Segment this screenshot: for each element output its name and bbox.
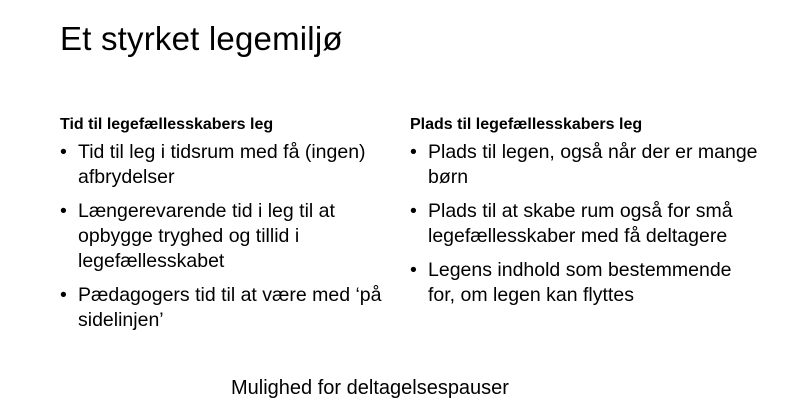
list-item <box>60 199 400 274</box>
bullet-icon: • <box>60 141 67 163</box>
list-item <box>60 140 400 190</box>
left-column-heading: Tid til legefællesskabers leg <box>60 116 274 133</box>
bullet-icon: • <box>410 200 417 222</box>
list-item <box>410 258 760 308</box>
list-item-text: Tid til leg i tidsrum med få (ingen) afbrydelser <box>78 141 366 188</box>
list-item-text: Længerevarende tid i leg til at opbygge tryghed og tillid i legefællesskabet <box>78 200 335 272</box>
list-item <box>410 140 760 190</box>
right-column-heading: Plads til legefællesskabers leg <box>410 116 643 133</box>
list-item-text: Legens indhold som bestemmende for, om legen kan flyttes <box>428 259 732 306</box>
right-bullet-list <box>410 140 760 308</box>
list-item-text: Plads til at skabe rum også for små legefællesskaber med få deltagere <box>428 200 733 247</box>
bullet-icon: • <box>410 259 417 281</box>
bullet-icon: • <box>410 141 417 163</box>
left-column <box>60 116 400 342</box>
list-item-text: Pædagogers tid til at være med ‘på sidelinjen’ <box>78 284 382 331</box>
left-bullet-list <box>60 140 400 333</box>
list-item-text: Plads til legen, også når der er mange børn <box>428 141 758 188</box>
bullet-icon: • <box>60 200 67 222</box>
list-item <box>60 283 400 333</box>
bullet-icon: • <box>60 284 67 306</box>
list-item <box>410 199 760 249</box>
slide-title: Et styrket legemiljø <box>60 20 343 57</box>
right-column <box>410 116 760 317</box>
footer-text: Mulighed for deltagelsespauser <box>231 377 509 399</box>
